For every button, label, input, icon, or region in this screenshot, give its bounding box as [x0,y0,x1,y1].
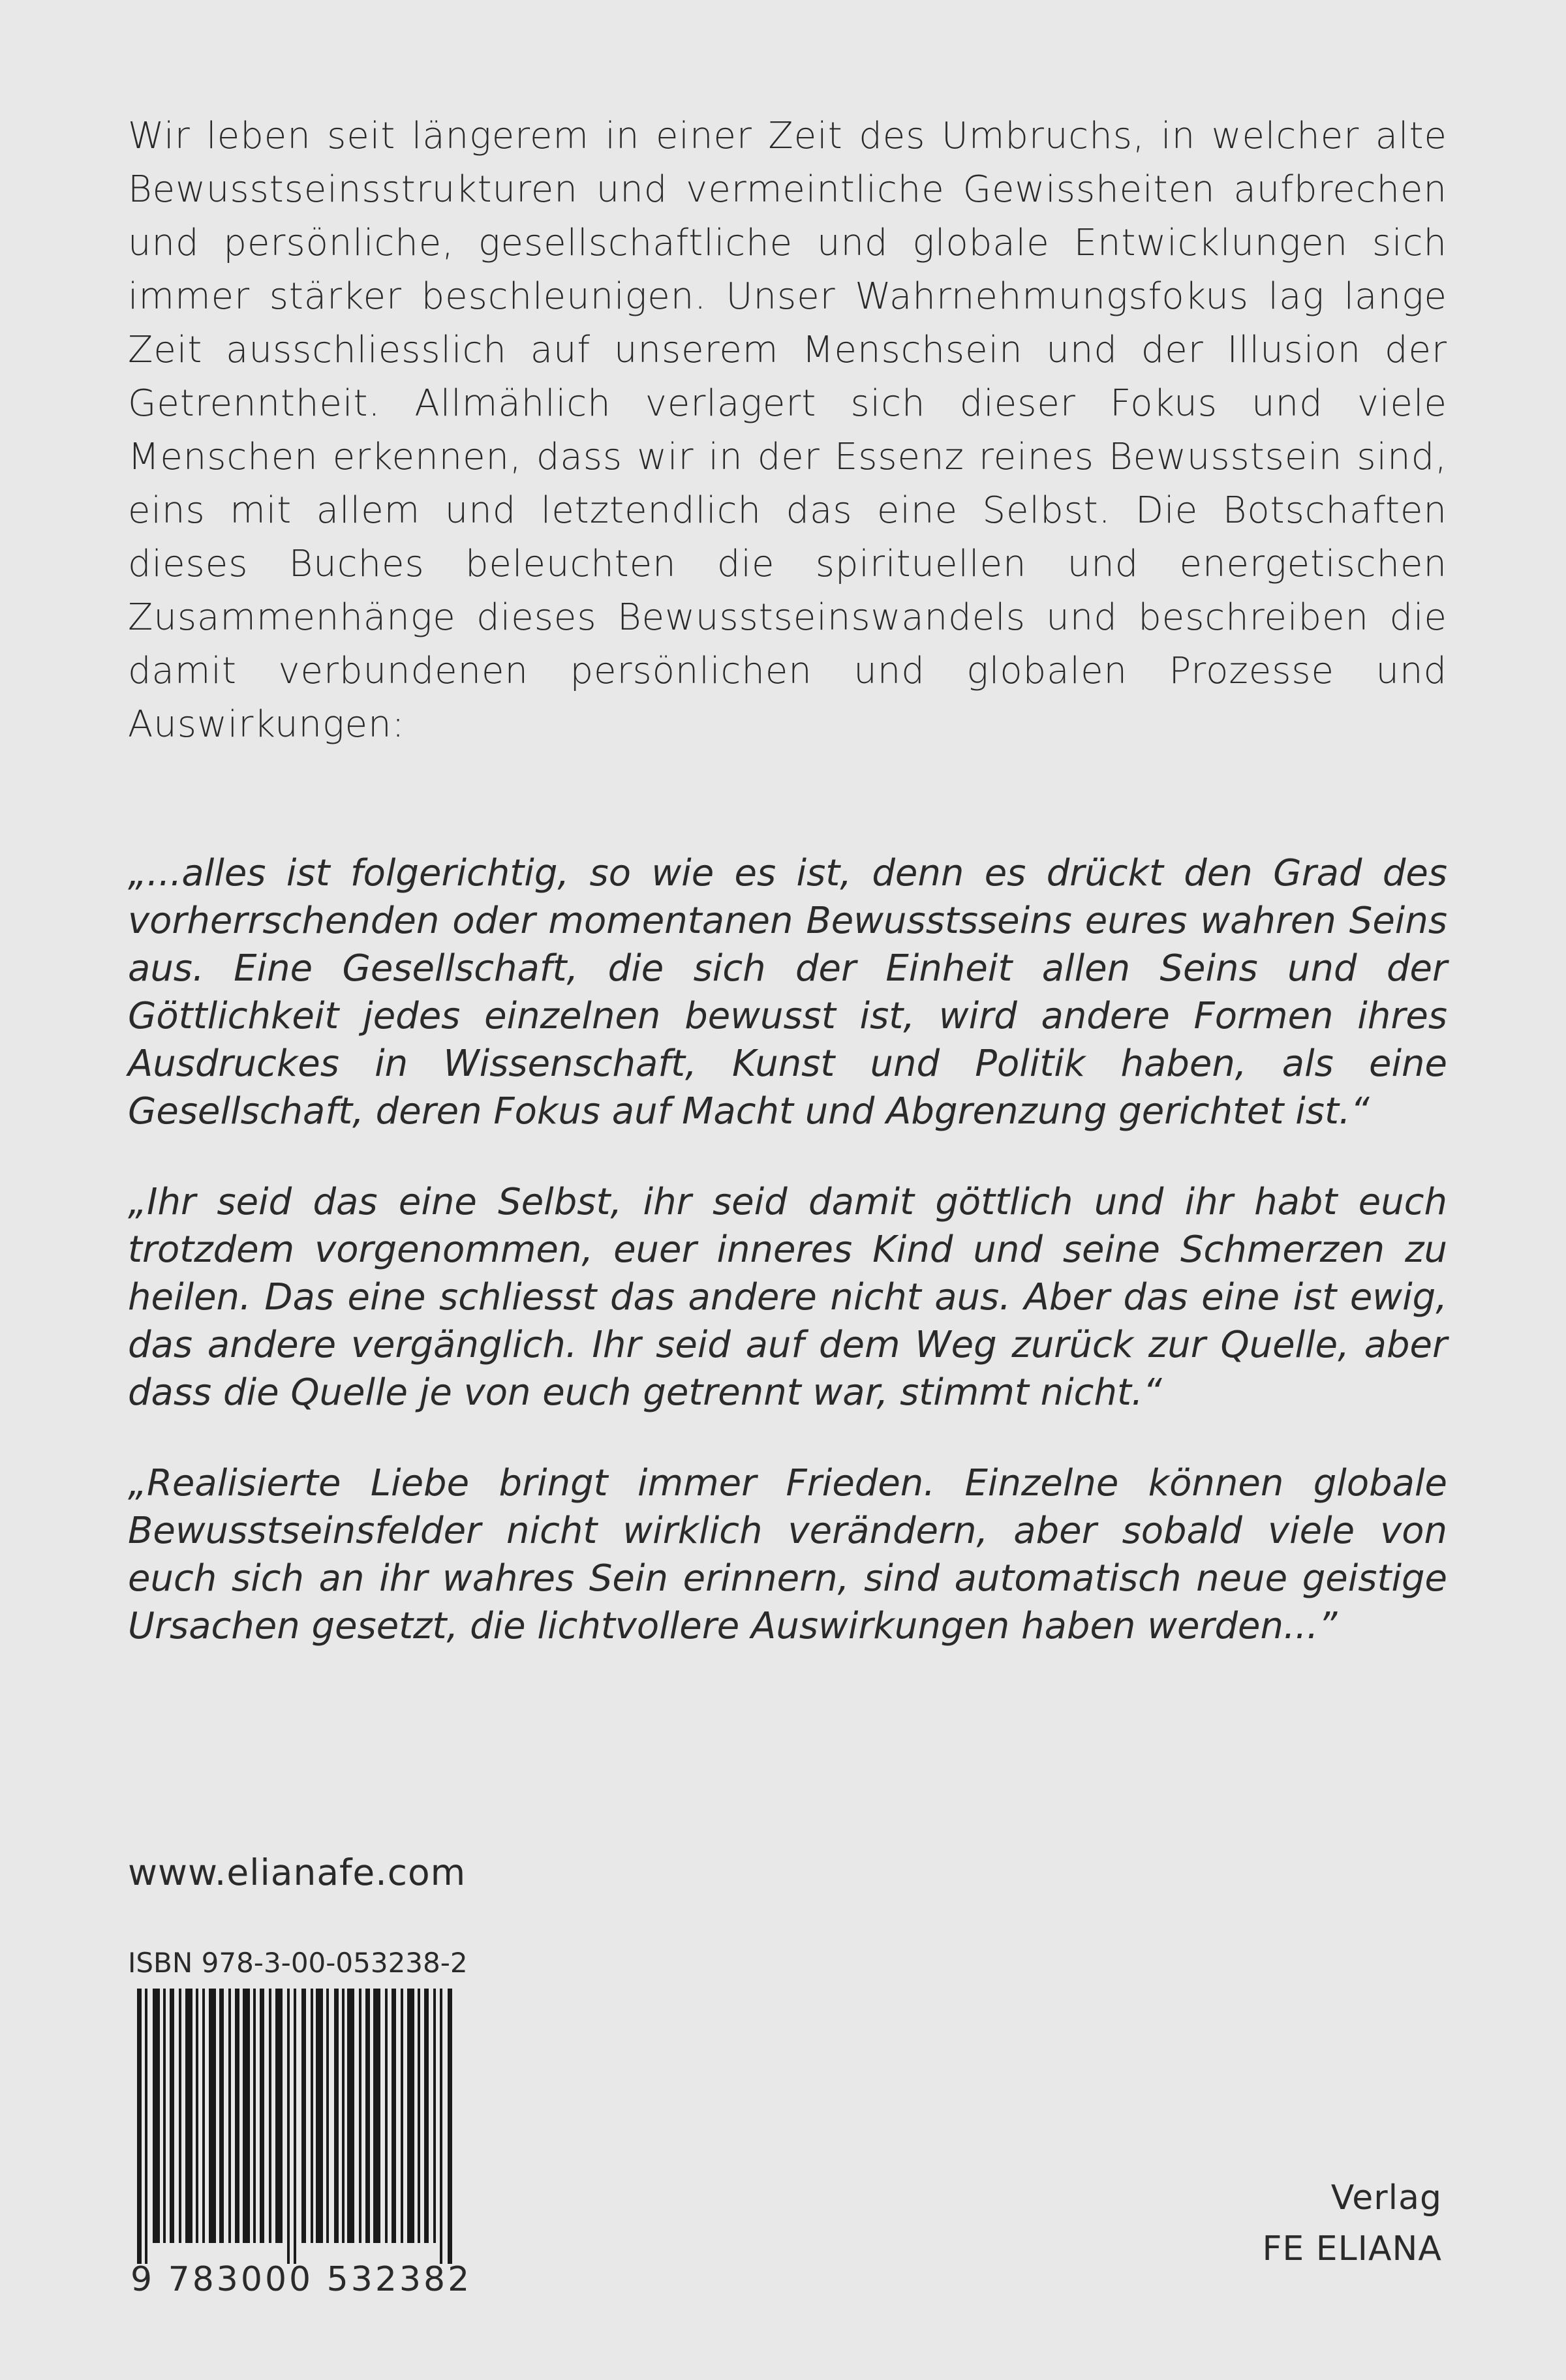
barcode-icon [130,1989,463,2264]
back-cover-content [128,110,1447,1693]
publisher-name: FE ELIANA [1262,2229,1442,2268]
isbn-label: ISBN 978-3-00-053238-2 [128,1947,468,1979]
barcode-number: 9 783000 532382 [130,2260,472,2299]
quote-3: „Realisierte Liebe bringt immer Frieden. Einzelne können globale Bewusstseinsfelder nicht wirklich verändern, aber sobald viele von euch sich an ihr wahres Sein erinnern, sind automatisch neue geistige Ursachen gesetzt, die lichtvollere Auswirkungen haben werden...” [128,1462,1447,1647]
quote-2: „Ihr seid das eine Selbst, ihr seid damit göttlich und ihr habt euch trotzdem vorgenommen, euer inneres Kind und seine Schmerzen zu heilen. Das eine schliesst das andere nicht aus. Aber das eine ist ewig, das andere vergänglich. Ihr seid auf dem Weg zurück zur Quelle, aber dass die Quelle je von euch getrennt war, stimmt nicht.“ [128,1181,1447,1414]
publisher-block [1263,2173,1443,2274]
quotes-section [128,849,1447,1650]
intro-paragraph: Wir leben seit längerem in einer Zeit des Umbruchs, in welcher alte Bewusstseinsstrukturen und vermeintliche Gewissheiten aufbrechen und persönliche, gesellschaftliche und globale Entwicklungen sich immer stärker beschleunigen. Unser Wahrnehmungsfokus lag lange Zeit ausschliesslich auf unserem Menschsein und der Illusion der Getrenntheit. Allmählich verlagert sich dieser Fokus und viele Menschen erkennen, dass wir in der Essenz reines Bewusstsein sind, eins mit allem und letztendlich das eine Selbst. Die Botschaften dieses Buches beleuchten die spirituellen und energetischen Zusammenhänge dieses Bewusstseinswandels und beschreiben die damit verbundenen persönlichen und globalen Prozesse und Auswirkungen: [128,115,1447,746]
publisher-label: Verlag [1330,2178,1442,2218]
quote-1: „...alles ist folgerichtig, so wie es ist, denn es drückt den Grad des vorherrschenden oder momentanen Bewusstsseins eures wahren Seins aus. Eine Gesellschaft, die sich der Einheit allen Seins und der Göttlichkeit jedes einzelnen bewusst ist, wird andere Formen ihres Ausdruckes in Wissenschaft, Kunst und Politik haben, als eine Gesellschaft, deren Fokus auf Macht und Abgrenzung gerichtet ist.“ [128,852,1447,1133]
website-url: www.elianafe.com [128,1852,467,1893]
